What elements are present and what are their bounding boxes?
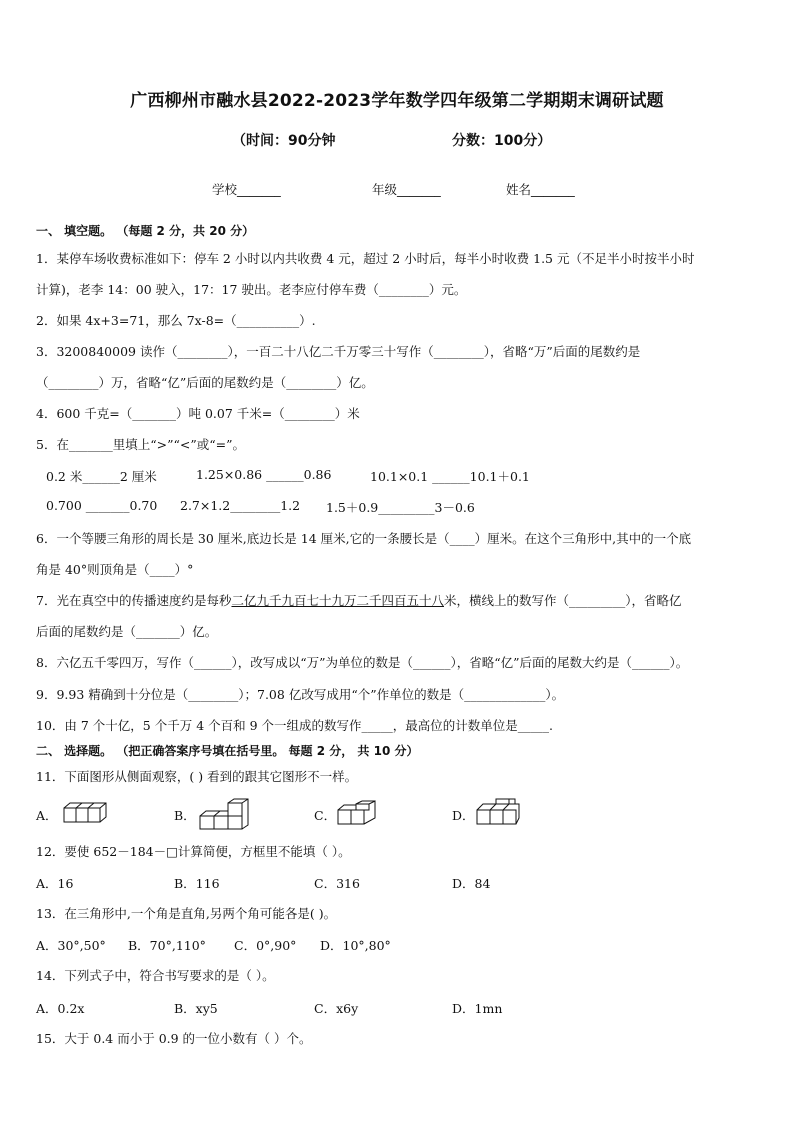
time-limit: （时间：90分钟 bbox=[232, 133, 336, 149]
question-6-line1: 6．一个等腰三角形的周长是 30 厘米,底边长是 14 厘米,它的一条腰长是（____）厘米。在这个三角形中,其中的一个底 bbox=[36, 531, 692, 546]
compare-item: 0.700 _______0.70 bbox=[46, 498, 158, 513]
question-7-underlined-number: 二亿九千九百七十九万二千四百五十八 bbox=[231, 593, 444, 608]
option-c[interactable]: C． bbox=[314, 808, 337, 823]
question-7-line1 bbox=[36, 592, 682, 610]
question-7-line2: 后面的尾数约是（_______）亿。 bbox=[36, 624, 218, 639]
cube-figure-a bbox=[58, 800, 110, 826]
option-a[interactable]: A．30°,50° bbox=[36, 938, 106, 953]
cube-figure-d bbox=[474, 798, 522, 828]
page-title: 广西柳州市融水县2022-2023学年数学四年级第二学期期末调研试题 bbox=[130, 91, 664, 111]
question-13: 13．在三角形中,一个角是直角,另两个角可能各是( )。 bbox=[36, 906, 337, 921]
section-choice-title: 二、 选择题。 （把正确答案序号填在括号里。 每题 2 分， 共 10 分） bbox=[36, 744, 419, 758]
option-a[interactable]: A． bbox=[36, 808, 58, 823]
question-4: 4．600 千克=（_______）吨 0.07 千米=（________）米 bbox=[36, 406, 360, 421]
question-11: 11．下面图形从侧面观察，( ) 看到的跟其它图形不一样。 bbox=[36, 769, 358, 784]
compare-item: 2.7×1.2________1.2 bbox=[180, 498, 301, 513]
compare-item: 0.2 米______2 厘米 bbox=[46, 469, 157, 484]
question-1-line1: 1．某停车场收费标准如下：停车 2 小时以内共收费 4 元，超过 2 小时后，每半小时收费 1.5 元（不足半小时按半小时 bbox=[36, 251, 695, 266]
question-5: 5．在_______里填上“>”“<”或“=”。 bbox=[36, 437, 245, 452]
option-d[interactable]: D． bbox=[452, 808, 475, 823]
cube-figure-c bbox=[334, 800, 380, 828]
question-9: 9．9.93 精确到十分位是（________）；7.08 亿改写成用“个”作单位的数是（_____________）。 bbox=[36, 687, 565, 702]
grade-field[interactable]: 年级_______ bbox=[372, 182, 441, 197]
option-c[interactable]: C．x6y bbox=[314, 1001, 359, 1016]
option-d[interactable]: D．10°,80° bbox=[320, 938, 391, 953]
question-12: 12．要使 652－184－□计算简便，方框里不能填（ ）。 bbox=[36, 844, 351, 859]
total-score: 分数：100分） bbox=[452, 133, 552, 149]
question-7-suffix: 米，横线上的数写作（_________），省略亿 bbox=[443, 593, 682, 608]
question-15: 15．大于 0.4 而小于 0.9 的一位小数有（ ）个。 bbox=[36, 1031, 312, 1046]
question-8: 8．六亿五千零四万，写作（______），改写成以“万”为单位的数是（______），省略“亿”后面的尾数大约是（______）。 bbox=[36, 655, 689, 670]
compare-item: 1.5＋0.9_________3－0.6 bbox=[326, 500, 475, 515]
question-6-line2: 角是 40°则顶角是（____）° bbox=[36, 562, 194, 577]
school-field[interactable]: 学校_______ bbox=[212, 182, 281, 197]
question-10: 10．由 7 个十亿，5 个千万 4 个百和 9 个一组成的数写作_____，最高位的计数单位是_____. bbox=[36, 718, 554, 733]
question-3-line1: 3．3200840009 读作（________），一百二十八亿二千万零三十写作（________），省略“万”后面的尾数约是 bbox=[36, 344, 641, 359]
compare-item: 10.1×0.1 ______10.1＋0.1 bbox=[370, 469, 530, 484]
name-field[interactable]: 姓名_______ bbox=[506, 182, 575, 197]
compare-item: 1.25×0.86 ______0.86 bbox=[196, 467, 332, 482]
section-fill-blank-title: 一、 填空题。 （每题 2 分，共 20 分） bbox=[36, 224, 255, 238]
question-2: 2．如果 4x+3=71，那么 7x-8=（__________）. bbox=[36, 313, 316, 328]
option-b[interactable]: B． bbox=[174, 808, 196, 823]
question-3-line2: （________）万，省略“亿”后面的尾数约是（________）亿。 bbox=[36, 375, 374, 390]
question-14: 14．下列式子中，符合书写要求的是（ ）。 bbox=[36, 968, 275, 983]
question-1-line2: 计算)，老李 14：00 驶入，17：17 驶出。老李应付停车费（________）元。 bbox=[36, 282, 467, 297]
cube-figure-b bbox=[198, 798, 250, 832]
option-a[interactable]: A．0.2x bbox=[36, 1001, 85, 1016]
option-a[interactable]: A．16 bbox=[36, 876, 74, 891]
option-c[interactable]: C．0°,90° bbox=[234, 938, 297, 953]
option-b[interactable]: B．70°,110° bbox=[128, 938, 206, 953]
option-c[interactable]: C．316 bbox=[314, 876, 360, 891]
option-d[interactable]: D．1mn bbox=[452, 1001, 503, 1016]
option-b[interactable]: B．xy5 bbox=[174, 1001, 218, 1016]
question-7-prefix: 7．光在真空中的传播速度约是每秒 bbox=[36, 593, 232, 608]
option-d[interactable]: D．84 bbox=[452, 876, 491, 891]
option-b[interactable]: B．116 bbox=[174, 876, 220, 891]
